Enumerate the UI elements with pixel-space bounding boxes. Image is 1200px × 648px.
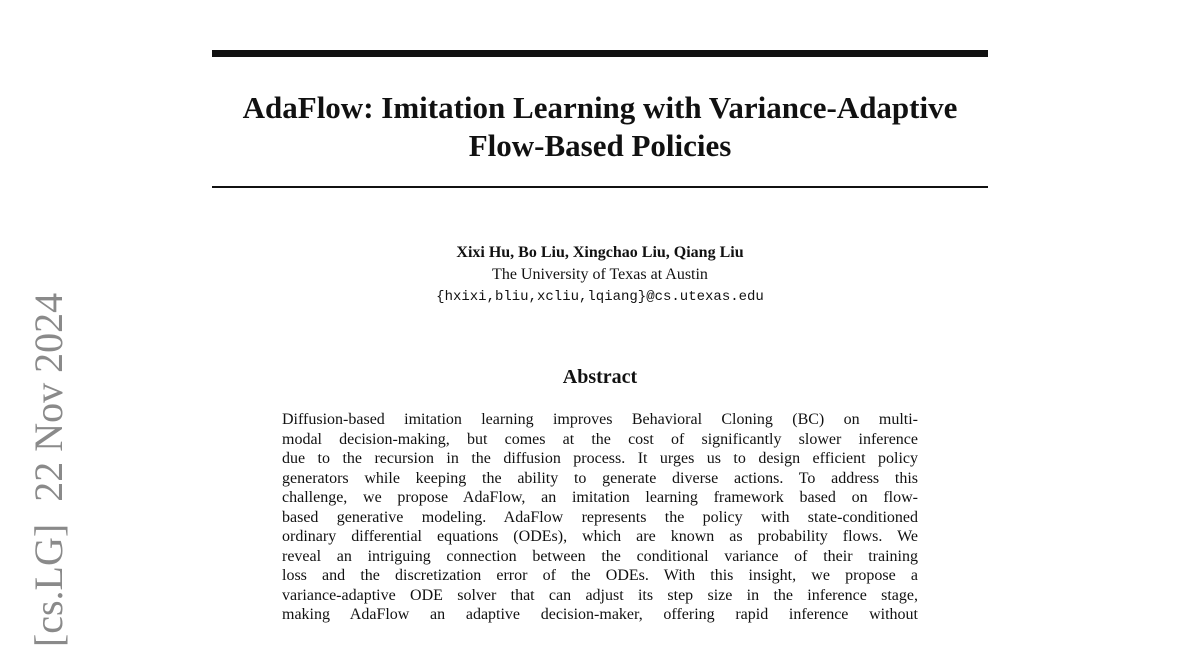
abstract-line: loss and the discretization error of the ODEs. With this insight, we propose a [282,567,918,584]
abstract-line: challenge, we propose AdaFlow, an imitation learning framework based on flow- [282,489,918,506]
title-rule-bottom [212,186,988,188]
abstract-line: variance-adaptive ODE solver that can adjust its step size in the inference stage, [282,586,918,604]
paper-title [190,89,1010,165]
abstract-heading: Abstract [562,366,638,388]
abstract-body [282,410,918,625]
abstract-line: making AdaFlow an adaptive decision-maker, offering rapid inference without [282,606,918,623]
author-email: {hxixi,bliu,xcliu,lqiang}@cs.utexas.edu [436,289,764,305]
paper-title-line: Flow-Based Policies [468,128,732,163]
paper-title-line: AdaFlow: Imitation Learning with Variance-Adaptive [242,90,958,125]
author-affiliation: The University of Texas at Austin [492,266,708,283]
arxiv-category: [cs.LG] [26,523,71,648]
abstract-line: ordinary differential equations (ODEs), which are known as probability flows. We [282,528,918,545]
abstract-line: due to the recursion in the diffusion process. It urges us to design efficient policy [282,450,918,467]
author-list: Xixi Hu, Bo Liu, Xingchao Liu, Qiang Liu [456,244,744,261]
abstract-line: generators while keeping the ability to generate diverse actions. To address this [282,469,918,487]
arxiv-date: 22 Nov 2024 [26,292,71,502]
abstract-line: Diffusion-based imitation learning improves Behavioral Cloning (BC) on multi- [282,411,918,428]
abstract-line: reveal an intriguing connection between the conditional variance of their training [282,547,918,565]
abstract-line: modal decision-making, but comes at the cost of significantly slower inference [282,430,918,448]
title-rule-top [212,50,988,57]
abstract-line: based generative modeling. AdaFlow represents the policy with state-conditioned [282,508,918,526]
arxiv-side-stamp [27,293,71,647]
